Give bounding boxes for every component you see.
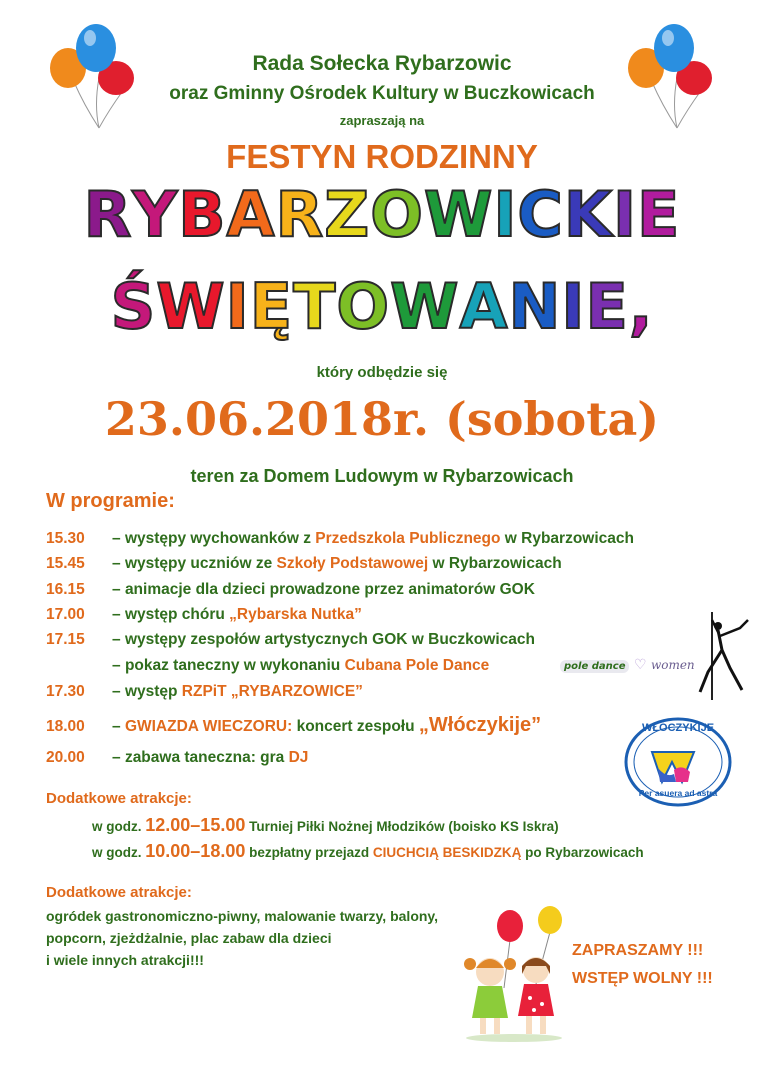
program-item-text: występy uczniów ze: [124, 555, 277, 572]
extra-attractions-heading-2: Dodatkowe atrakcje:: [46, 884, 192, 901]
title-letter: T: [293, 270, 337, 343]
extra-row-highlight: CIUCHCIĄ BESKIDZKĄ: [372, 845, 522, 860]
program-item-time: 17.00: [46, 606, 85, 623]
program-item-text: pokaz taneczny w wykonaniu: [124, 657, 345, 674]
program-item-time: 17.15: [46, 631, 85, 648]
extra-row-hours: 10.00–18.00: [145, 841, 246, 861]
extra-attraction-row: [92, 841, 644, 862]
pole-dancer-icon: [690, 610, 750, 702]
program-item-dash: –: [112, 657, 125, 674]
program-item-tail: „Włóczykije”: [418, 714, 542, 736]
program-item-highlight: RZPiT „RYBARZOWICE”: [181, 683, 363, 700]
program-item-highlight: DJ: [288, 749, 309, 766]
pole-logo-women: women: [650, 658, 695, 672]
title-letter: I: [493, 178, 518, 251]
extra-attractions-heading-1: Dodatkowe atrakcje:: [46, 790, 192, 807]
program-item-dash: –: [112, 631, 125, 648]
title-letter: I: [612, 178, 638, 251]
program-item-time: 17.30: [46, 683, 85, 700]
program-item-highlight: Przedszkola Publicznego: [315, 530, 501, 547]
program-item-time: 20.00: [46, 749, 85, 766]
title-letter: Y: [132, 178, 179, 251]
title-letter: A: [226, 178, 276, 251]
program-item-text: animacje dla dzieci prowadzone przez animatorów GOK: [124, 581, 535, 598]
title-letter: A: [459, 270, 509, 343]
program-item: [46, 749, 308, 767]
title-line-1: [0, 178, 764, 251]
extra-attraction-line: ogródek gastronomiczno-piwny, malowanie twarzy, balony,: [46, 908, 439, 924]
title-letter: C: [517, 178, 564, 251]
program-item-time: 15.45: [46, 555, 85, 572]
program-item: [46, 631, 535, 649]
footer-invite: ZAPRASZAMY !!!: [572, 942, 704, 959]
event-intro: który odbędzie się: [316, 364, 448, 381]
program-item: [46, 555, 562, 573]
program-item-dash: –: [112, 530, 125, 547]
extra-row-tail: po Rybarzowicach: [521, 845, 644, 860]
program-item-text: występy wychowanków z: [124, 530, 316, 547]
extra-attraction-row: [92, 815, 559, 836]
title-letter: E: [637, 178, 681, 251]
program-heading: W programie:: [46, 490, 175, 512]
program-item-dash: –: [112, 581, 125, 598]
program-item-text: występy zespołów artystycznych GOK w Buczkowicach: [124, 631, 535, 648]
title-letter: K: [563, 178, 613, 251]
title-letter: R: [275, 178, 325, 251]
pole-logo-badge: [560, 660, 629, 673]
title-letter: W: [423, 178, 494, 251]
program-item-dash: –: [112, 749, 125, 766]
kids-with-balloons-image: [456, 906, 574, 1044]
title-letter: O: [336, 270, 391, 343]
title-letter: B: [178, 178, 227, 251]
program-item: [46, 530, 634, 548]
program-item: [46, 606, 362, 624]
program-item: [46, 714, 541, 737]
extra-row-prefix: w godz.: [92, 819, 146, 834]
title-letter: I: [225, 270, 250, 343]
title-letter: I: [561, 270, 586, 343]
program-item-text: występ chóru: [124, 606, 230, 623]
event-type: FESTYN RODZINNY: [226, 138, 538, 175]
pole-logo-bottom: dance: [591, 661, 626, 672]
pole-logo-top: pole: [564, 661, 589, 672]
program-item-text: zabawa taneczna: gra: [124, 749, 289, 766]
program-item-dash: –: [112, 683, 125, 700]
program-item-tail: w Rybarzowicach: [500, 530, 634, 547]
title-letter: W: [156, 270, 226, 343]
title-letter: E: [585, 270, 629, 343]
program-item-highlight: „Rybarska Nutka”: [229, 606, 362, 623]
title-letter: R: [83, 178, 133, 251]
program-item: [46, 683, 363, 701]
title-letter: N: [508, 270, 562, 343]
title-letter: Ę: [249, 270, 294, 343]
event-location: teren za Domem Ludowym w Rybarzowicach: [190, 466, 574, 486]
extra-row-text: bezpłatny przejazd: [245, 845, 373, 860]
program-item: [46, 581, 535, 599]
extra-row-text: Turniej Piłki Nożnej Młodzików (boisko KS Iskra): [245, 819, 559, 834]
program-item-highlight: koncert zespołu: [292, 718, 419, 735]
heart-icon: ♡: [633, 656, 647, 672]
extra-row-hours: 12.00–15.00: [145, 815, 246, 835]
title-line-2: [0, 270, 764, 343]
program-item-time: 15.30: [46, 530, 85, 547]
band-logo-motto: Per asuera ad astra: [638, 788, 718, 798]
program-item-text: występ: [124, 683, 182, 700]
program-item-text: GWIAZDA WIECZORU:: [124, 718, 293, 735]
program-item-dash: –: [112, 555, 125, 572]
organizer-secondary: oraz Gminny Ośrodek Kultury w Buczkowicach: [169, 83, 595, 104]
program-item-dash: –: [112, 718, 125, 735]
extra-row-prefix: w godz.: [92, 845, 146, 860]
footer-free-entry: WSTĘP WOLNY !!!: [572, 970, 713, 987]
program-item: [46, 657, 489, 675]
program-item-time: 16.15: [46, 581, 85, 598]
title-letter: W: [390, 270, 460, 343]
program-item-dash: –: [112, 606, 125, 623]
band-logo-name: WŁÓCZYKIJE: [641, 722, 715, 734]
program-item-highlight: Cubana Pole Dance: [344, 657, 490, 674]
pole-dance-logo: [560, 656, 695, 674]
event-date: 23.06.2018r. (sobota): [104, 392, 660, 446]
extra-attraction-line: popcorn, zjeżdżalnie, plac zabaw dla dzieci: [46, 930, 332, 946]
title-letter: Ś: [110, 270, 157, 343]
organizer-primary: Rada Sołecka Rybarzowic: [252, 52, 512, 75]
program-item-highlight: Szkoły Podstawowej: [276, 555, 429, 572]
title-letter: ,: [628, 270, 654, 343]
title-letter: O: [370, 178, 424, 251]
program-item-time: 18.00: [46, 718, 85, 735]
extra-attraction-line: i wiele innych atrakcji!!!: [46, 952, 204, 968]
invite-text: zapraszają na: [339, 113, 425, 128]
program-item-tail: w Rybarzowicach: [428, 555, 562, 572]
title-letter: Z: [324, 178, 371, 251]
